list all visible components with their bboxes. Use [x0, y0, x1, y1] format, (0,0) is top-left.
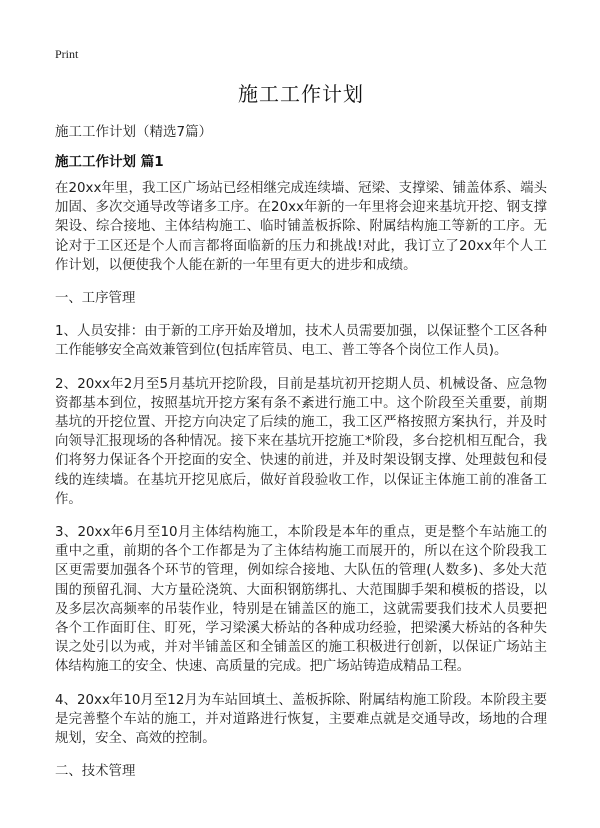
document-body [55, 179, 547, 795]
subsection-heading-technical-management: 二、技术管理 [55, 764, 136, 780]
subsection-heading-process-management: 一、工序管理 [55, 291, 136, 307]
intro-paragraph: 在20xx年里，我工区广场站已经相继完成连续墙、冠梁、支撑梁、铺盖体系、端头加固、多次交通导改等诸多工序。在20xx年新的一年里将会迎来基坑开挖、钢支撑架设、综合接地、主体结构施工、临时铺盖板拆除、附属结构施工等新的工序。无论对于工区还是个人而言都将面临新的压力和挑战!对此，我订立了20xx年个人工作计划，以便使我个人能在新的一年里有更大的进步和成绩。 [55, 181, 547, 273]
paragraph-staffing: 1、人员安排：由于新的工序开始及增加，技术人员需要加强，以保证整个工区各种工作能够安全高效兼管到位(包括库管员、电工、普工等各个岗位工作人员)。 [55, 324, 547, 359]
print-label[interactable]: Print [55, 47, 79, 61]
paragraph-backfill-phase: 4、20xx年10月至12月为车站回填土、盖板拆除、附属结构施工阶段。本阶段主要是完善整个车站的施工，并对道路进行恢复，主要难点就是交通导改，场地的合理规划，安全、高效的控制。 [55, 692, 547, 747]
document-title: 施工工作计划 [238, 82, 364, 106]
paragraph-excavation-phase: 2、20xx年2月至5月基坑开挖阶段，目前是基坑初开挖期人员、机械设备、应急物资都基本到位，按照基坑开挖方案有条不紊进行施工中。这个阶段至关重要，前期基坑的开挖位置、开挖方向决定了后续的施工，我工区严格按照方案执行，并及时向领导汇报现场的各种情况。接下来在基坑开挖施工*阶段，多台挖机相互配合，我们将努力保证各个开挖面的安全、快速的前进，并及时架设钢支撑、处理鼓包和侵线的连续墙。在基坑开挖见底后，做好首段验收工作，以保证主体施工前的准备工作。 [55, 376, 547, 507]
section-heading: 施工工作计划 篇1 [55, 154, 164, 170]
paragraph-main-structure-phase: 3、20xx年6月至10月主体结构施工，本阶段是本年的重点，更是整个车站施工的重中之重，前期的各个工作都是为了主体结构施工而展开的，所以在这个阶段我工区更需要加强各个环节的管理，例如综合接地、大队伍的管理(人数多)、多处大范围的预留孔洞、大方量砼浇筑、大面积钢筋绑扎、大范围脚手架和模板的搭设，以及多层次高频率的吊装作业，特别是在铺盖区的施工，这就需要我们技术人员要把各个工作面盯住、盯死，学习梁溪大桥站的各种成功经验，把梁溪大桥站的各种失误之处引以为戒，并对半铺盖区和全铺盖区的施工积极进行创新，以保证广场站主体结构施工的安全、快速、高质量的完成。把广场站铸造成精品工程。 [55, 525, 547, 675]
document-subtitle: 施工工作计划（精选7篇） [55, 124, 213, 140]
